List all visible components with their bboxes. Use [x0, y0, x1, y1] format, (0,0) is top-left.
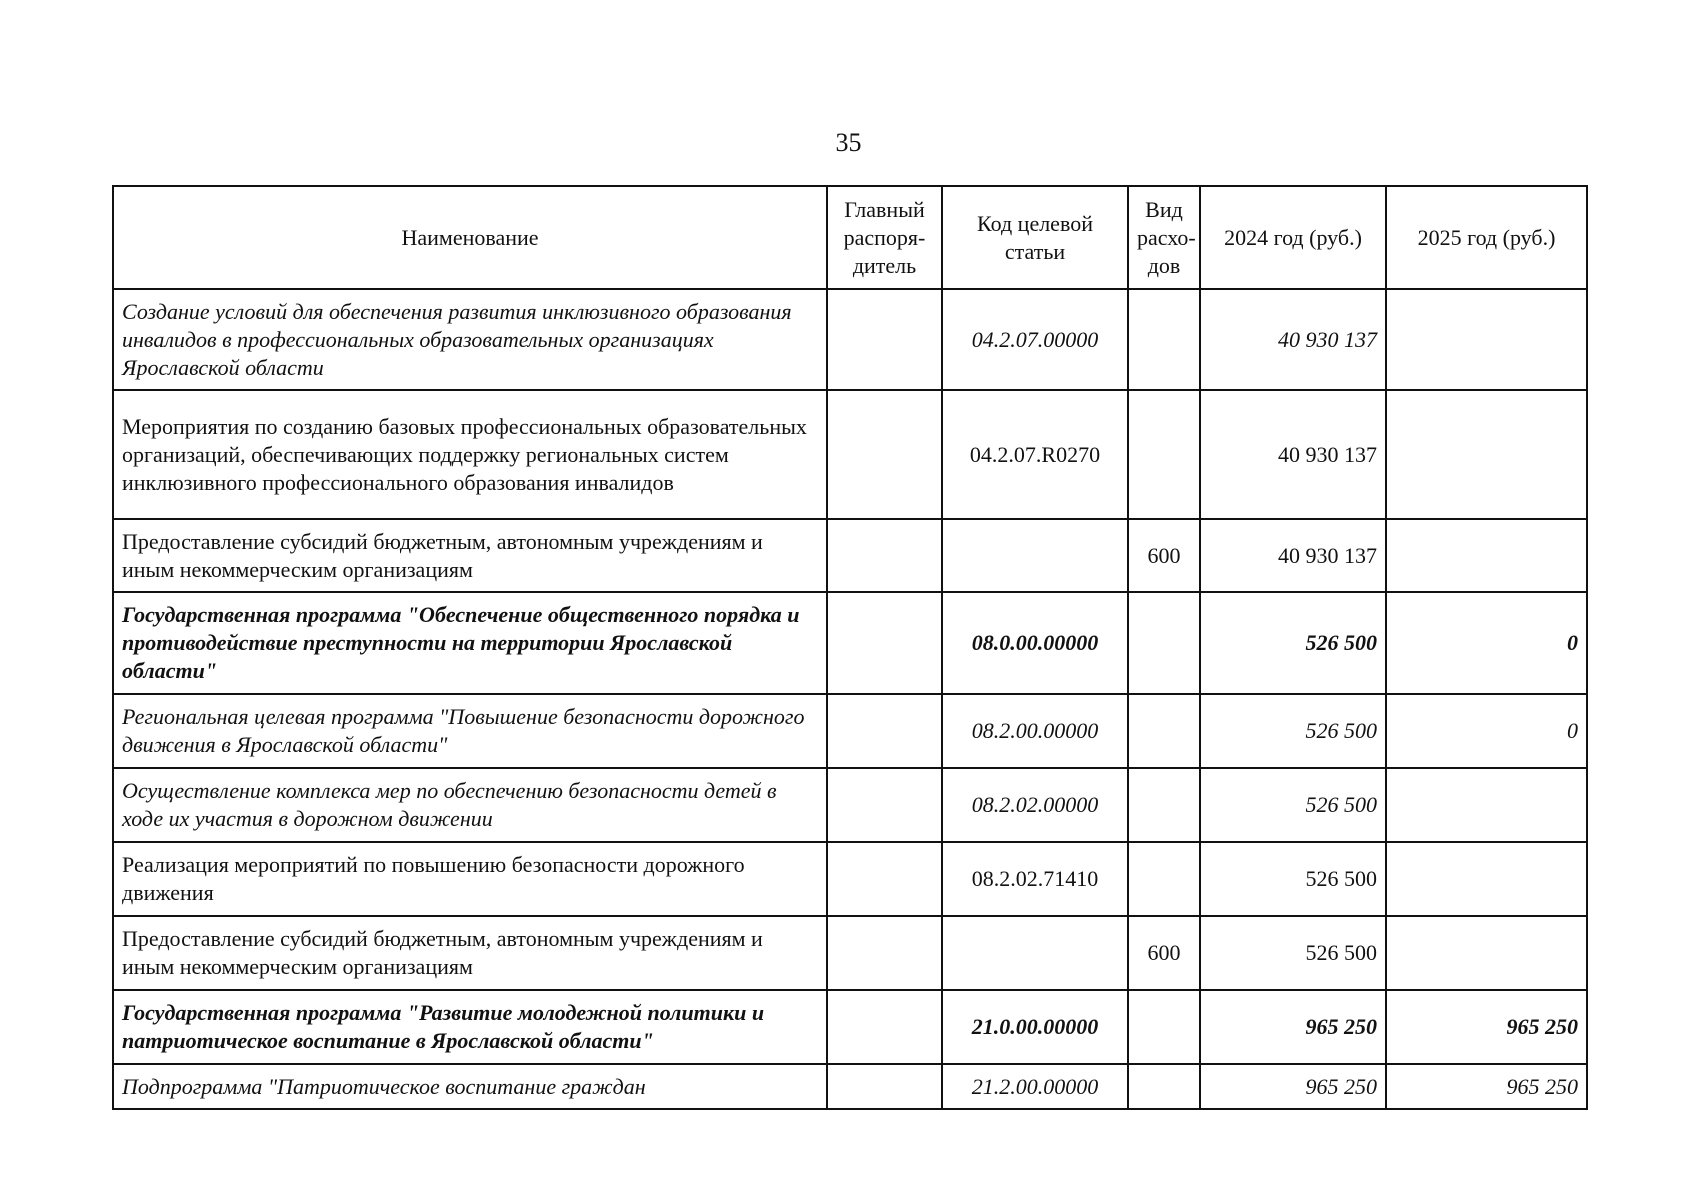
- row-name: Предоставление субсидий бюджетным, автономным учреждениям и иным некоммерческим организациям: [113, 519, 827, 592]
- row-code: 08.2.00.00000: [942, 694, 1128, 768]
- table-row: [113, 842, 1587, 916]
- row-code: 21.0.00.00000: [942, 990, 1128, 1064]
- table-header-row: [113, 186, 1587, 289]
- row-admin: [827, 289, 942, 390]
- header-admin: Главный распоря-дитель: [827, 186, 942, 289]
- row-2024: 526 500: [1200, 592, 1386, 694]
- row-name: Предоставление субсидий бюджетным, автономным учреждениям и иным некоммерческим организациям: [113, 916, 827, 990]
- row-admin: [827, 694, 942, 768]
- row-2025: [1386, 289, 1587, 390]
- row-code: 08.2.02.71410: [942, 842, 1128, 916]
- row-code: 04.2.07.R0270: [942, 390, 1128, 519]
- row-name: Региональная целевая программа "Повышение безопасности дорожного движения в Ярославской области": [113, 694, 827, 768]
- table-row: [113, 289, 1587, 390]
- row-code: [942, 916, 1128, 990]
- row-code: 08.0.00.00000: [942, 592, 1128, 694]
- row-2025: [1386, 842, 1587, 916]
- row-2025: 965 250: [1386, 1064, 1587, 1109]
- row-code: 04.2.07.00000: [942, 289, 1128, 390]
- row-2025: 0: [1386, 694, 1587, 768]
- table-row: [113, 694, 1587, 768]
- row-2025: [1386, 519, 1587, 592]
- table-row: [113, 519, 1587, 592]
- header-2025: 2025 год (руб.): [1386, 186, 1587, 289]
- table-row: [113, 916, 1587, 990]
- row-expense: [1128, 390, 1200, 519]
- row-2025: [1386, 916, 1587, 990]
- row-2024: 526 500: [1200, 694, 1386, 768]
- table-row: [113, 592, 1587, 694]
- row-2024: 965 250: [1200, 1064, 1386, 1109]
- header-expense: Вид расхо-дов: [1128, 186, 1200, 289]
- row-admin: [827, 916, 942, 990]
- page-number: 35: [835, 128, 862, 157]
- header-2024: 2024 год (руб.): [1200, 186, 1386, 289]
- row-admin: [827, 842, 942, 916]
- row-expense: [1128, 289, 1200, 390]
- row-2025: 965 250: [1386, 990, 1587, 1064]
- row-name: Государственная программа "Развитие молодежной политики и патриотическое воспитание в Ярославской области": [113, 990, 827, 1064]
- row-2024: 965 250: [1200, 990, 1386, 1064]
- row-expense: 600: [1128, 519, 1200, 592]
- row-code: 21.2.00.00000: [942, 1064, 1128, 1109]
- row-expense: [1128, 694, 1200, 768]
- row-code: [942, 519, 1128, 592]
- row-2024: 526 500: [1200, 916, 1386, 990]
- row-admin: [827, 1064, 942, 1109]
- row-2025: [1386, 390, 1587, 519]
- row-admin: [827, 768, 942, 842]
- row-expense: [1128, 990, 1200, 1064]
- table-row: [113, 1064, 1587, 1109]
- row-2024: 526 500: [1200, 768, 1386, 842]
- row-2024: 40 930 137: [1200, 519, 1386, 592]
- table-row: [113, 390, 1587, 519]
- row-name: Осуществление комплекса мер по обеспечению безопасности детей в ходе их участия в дорожном движении: [113, 768, 827, 842]
- row-2024: 40 930 137: [1200, 390, 1386, 519]
- row-expense: [1128, 1064, 1200, 1109]
- row-name: Мероприятия по созданию базовых профессиональных образовательных организаций, обеспечивающих поддержку региональных систем инклюзивного профессионального образования инвалидов: [113, 390, 827, 519]
- table-row: [113, 990, 1587, 1064]
- table-row: [113, 768, 1587, 842]
- header-name: Наименование: [113, 186, 827, 289]
- row-admin: [827, 990, 942, 1064]
- row-code: 08.2.02.00000: [942, 768, 1128, 842]
- row-expense: [1128, 842, 1200, 916]
- header-code: Код целевой статьи: [942, 186, 1128, 289]
- row-2025: 0: [1386, 592, 1587, 694]
- budget-table: [112, 185, 1588, 1110]
- row-2025: [1386, 768, 1587, 842]
- row-name: Реализация мероприятий по повышению безопасности дорожного движения: [113, 842, 827, 916]
- row-name: Государственная программа "Обеспечение общественного порядка и противодействие преступности на территории Ярославской области": [113, 592, 827, 694]
- row-2024: 40 930 137: [1200, 289, 1386, 390]
- row-admin: [827, 592, 942, 694]
- row-admin: [827, 390, 942, 519]
- row-admin: [827, 519, 942, 592]
- row-expense: [1128, 592, 1200, 694]
- row-name: Подпрограмма "Патриотическое воспитание граждан: [113, 1064, 827, 1109]
- row-expense: 600: [1128, 916, 1200, 990]
- row-expense: [1128, 768, 1200, 842]
- row-2024: 526 500: [1200, 842, 1386, 916]
- row-name: Создание условий для обеспечения развития инклюзивного образования инвалидов в профессиональных образовательных организациях Ярославской области: [113, 289, 827, 390]
